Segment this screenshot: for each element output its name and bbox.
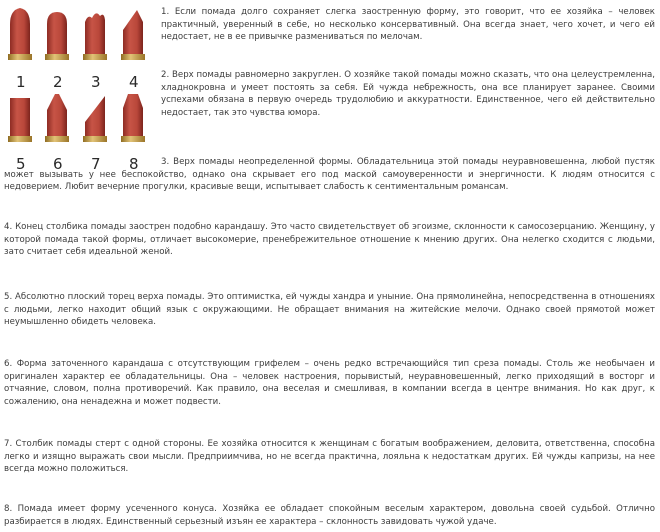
lipstick-1 — [8, 8, 32, 60]
lipstick-3 — [83, 13, 107, 60]
paragraph-2: 2. Верх помады равномерно закруглен. О хозяйке такой помады можно сказать, что она целеустремленна, хладнокровна и умеет постоять за себя. Ей чужда небрежность, она все планирует заранее. Своими успехами обязана в первую очередь трудолюбию и аккуратности. Единственное, чего ей действительно недостает, так это чувства юмора. — [161, 70, 655, 118]
paragraph-6: 6. Форма заточенного карандаша с отсутствующим грифелем – очень редко встречающийся тип среза помады. Столь же необычаен и оригинален характер ее обладательницы. Она – человек настроения, порывистый, неуравновешенный, легко приходящий в восторг и отчаяние, словом, полна противоречий. Как правило, она веселая и смешливая, в компании всегда в центре внимания. Но как друг, к сожалению, она ненадежна и может подвести. — [4, 359, 655, 407]
label-4: 4 — [129, 73, 139, 91]
label-2: 2 — [53, 73, 63, 91]
lipstick-shapes-figure — [0, 0, 155, 178]
paragraph-4: 4. Конец столбика помады заострен подобно карандашу. Это часто свидетельствует об эгоизме, склонности к самосозерцанию. Женщину, у которой помада такой формы, отличает высокомерие, пренебрежительное отношение к мнению других. Она нелегко сходится с людьми, зато считает себя идеальной женой. — [4, 222, 655, 258]
label-8: 8 — [129, 155, 139, 173]
label-6: 6 — [53, 155, 63, 173]
lipstick-6 — [45, 94, 69, 142]
lipstick-5 — [8, 98, 32, 142]
paragraph-1: 1. Если помада долго сохраняет слегка заостренную форму, это говорит, что ее хозяйка – человек практичный, уверенный в себе, но несколько консервативный. Она всегда знает, чего хочет, и чего ей недостает, не в ее привычке размениваться по мелочам. — [161, 7, 655, 43]
paragraph-7: 7. Столбик помады стерт с одной стороны. Ее хозяйка относится к женщинам с богатым воображением, деловита, ответственна, способна легко и изящно выражать свои мысли. Предприимчива, но не всегда практична, лояльна к недостаткам других. Ей чужды капризы, на нее всегда можно положиться. — [4, 439, 655, 475]
label-5: 5 — [16, 155, 26, 173]
label-1: 1 — [16, 73, 26, 91]
lipstick-7 — [83, 96, 107, 142]
lipstick-2 — [45, 12, 69, 60]
lipstick-4 — [121, 10, 145, 60]
lipstick-8 — [121, 94, 145, 142]
label-3: 3 — [91, 73, 101, 91]
lipstick-shapes-image — [0, 0, 155, 178]
paragraph-3: 3. Верх помады неопределенной формы. Обладательница этой помады неуравновешенна, любой пустяк может вызывать у нее беспокойство, однако она скрывает его под маской самоуверенности и энергичности. К людям относится с недоверием. Любит вечерние прогулки, красивые вещи, испытывает слабость к сентиментальным романсам. — [4, 157, 655, 193]
label-7: 7 — [91, 155, 101, 173]
paragraph-8: 8. Помада имеет форму усеченного конуса. Хозяйка ее обладает спокойным веселым характером, довольна своей судьбой. Отлично разбирается в людях. Единственный серьезный изъян ее характера – склонность завидовать чужой удаче. — [4, 504, 655, 527]
paragraph-5: 5. Абсолютно плоский торец верха помады. Это оптимистка, ей чужды хандра и уныние. Она прямолинейна, непосредственна в отношениях с людьми, легко находит общий язык с окружающими. Не обращает внимания на житейские мелочи. Однако своей прямотой может неумышленно обидеть человека. — [4, 292, 655, 328]
